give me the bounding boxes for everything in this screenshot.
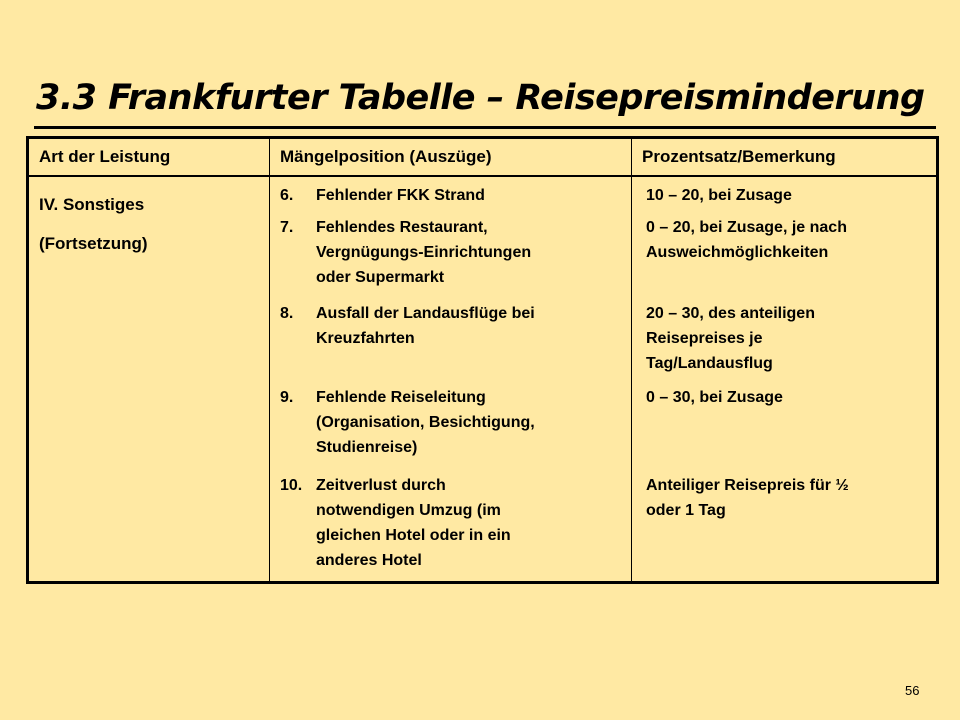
item-number: 8. [280, 305, 294, 322]
defect-item [270, 301, 631, 385]
remark-item [632, 183, 936, 215]
item-text-line: Fehlende Reiseleitung [316, 389, 486, 406]
header-maengelposition: Mängelposition (Auszüge) [270, 138, 632, 177]
category-continuation: (Fortsetzung) [39, 234, 148, 253]
item-text-line: Fehlendes Restaurant, [316, 219, 488, 236]
defect-item [270, 183, 631, 215]
header-art-der-leistung: Art der Leistung [28, 138, 270, 177]
reduction-table [26, 136, 939, 584]
remark-text-line: 0 – 20, bei Zusage, je nach [646, 219, 847, 236]
remark-text-line: 0 – 30, bei Zusage [646, 389, 783, 406]
item-text-line: Kreuzfahrten [316, 330, 415, 347]
remark-text-line: Tag/Landausflug [646, 355, 773, 372]
item-text-line: oder Supermarkt [316, 269, 445, 286]
item-text-line: Ausfall der Landausflüge bei [316, 305, 535, 322]
item-number: 9. [280, 389, 294, 406]
remark-text-line: oder 1 Tag [646, 502, 726, 519]
item-text-line: Studienreise) [316, 439, 418, 456]
remark-text-line: 20 – 30, des anteiligen [646, 305, 815, 322]
remark-text-line: Anteiliger Reisepreis für ½ [646, 477, 849, 494]
item-text-line: notwendigen Umzug (im [316, 502, 501, 519]
remark-item [632, 473, 936, 581]
defect-item [270, 215, 631, 301]
remark-text-line: Reisepreises je [646, 330, 763, 347]
remark-text-line: Ausweichmöglichkeiten [646, 244, 829, 261]
defect-item [270, 473, 631, 581]
item-text-line: Zeitverlust durch [316, 477, 446, 494]
remark-text-line: 10 – 20, bei Zusage [646, 187, 792, 204]
item-text-line: Vergnügungs-Einrichtungen [316, 244, 532, 261]
item-text-line: anderes Hotel [316, 552, 422, 569]
defect-item [270, 385, 631, 473]
remark-item [632, 385, 936, 473]
item-number: 7. [280, 219, 294, 236]
header-prozentsatz: Prozentsatz/Bemerkung [632, 138, 938, 177]
item-text-line: Fehlender FKK Strand [316, 187, 485, 204]
table-row [28, 176, 938, 583]
remark-item [632, 215, 936, 301]
remarks-cell [632, 176, 938, 583]
page-number: 56 [905, 683, 920, 698]
category-label: IV. Sonstiges [39, 195, 145, 214]
item-text-line: (Organisation, Besichtigung, [316, 414, 535, 431]
slide-title: 3.3 Frankfurter Tabelle – Reisepreisminderung [36, 78, 925, 118]
category-cell [28, 176, 270, 583]
item-number: 6. [280, 187, 294, 204]
defects-cell [270, 176, 632, 583]
table-header-row [28, 138, 938, 177]
title-underline [34, 126, 936, 129]
remark-item [632, 301, 936, 385]
item-text-line: gleichen Hotel oder in ein [316, 527, 511, 544]
item-number: 10. [280, 477, 303, 494]
